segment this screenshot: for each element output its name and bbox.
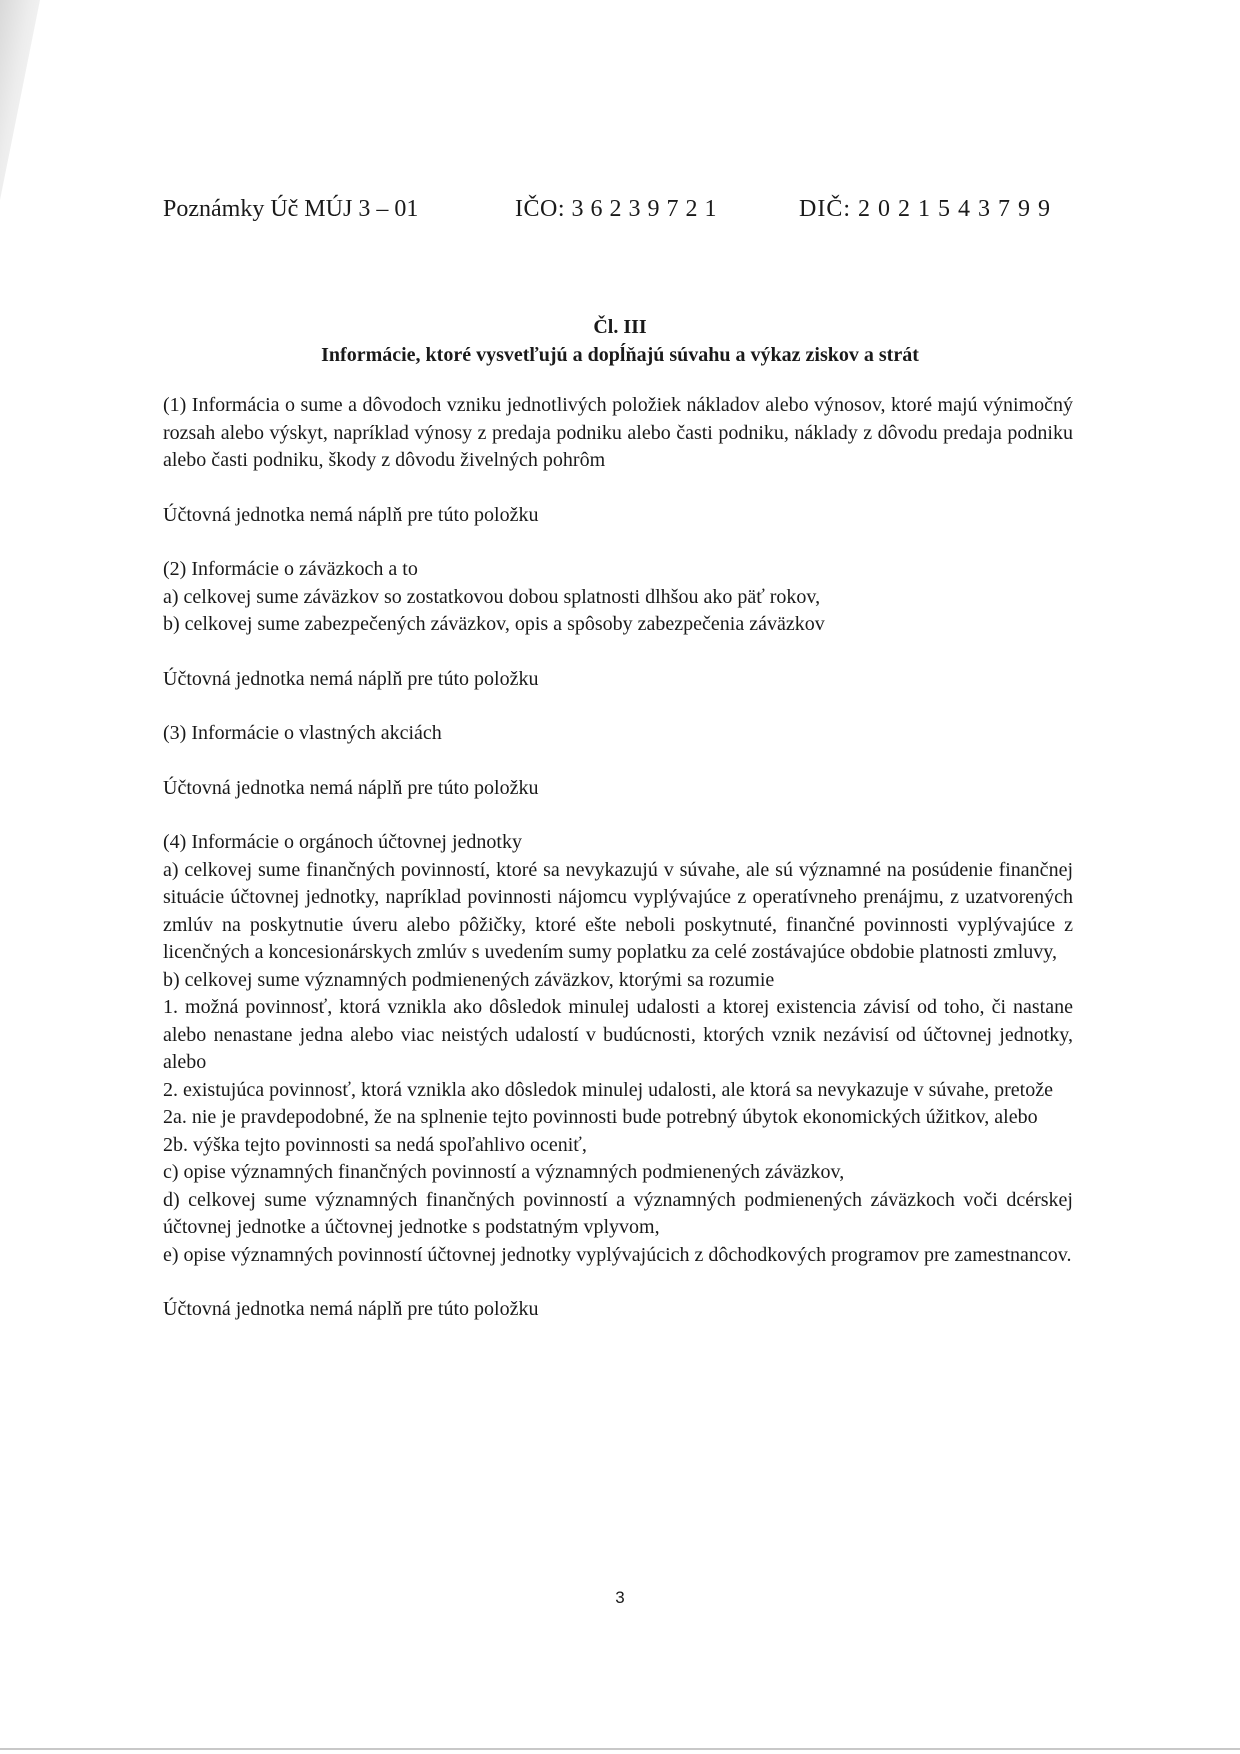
section-1-text: (1) Informácia o sume a dôvodoch vzniku jednotlivých položiek nákladov alebo výnosov, ktoré majú výnimočný rozsah alebo výskyt, napríklad výnosy z predaja podniku alebo časti podniku, náklady z dôvodu predaja podniku alebo časti podniku, škody z dôvodu živelných pohrôm [163, 394, 1073, 471]
section-4-item-b2a: 2a. nie je pravdepodobné, že na splnenie tejto povinnosti bude potrebný úbytok ekonomických úžitkov, alebo [163, 1106, 1038, 1128]
section-4-item-b2: 2. existujúca povinnosť, ktorá vznikla ako dôsledok minulej udalosti, ale ktorá sa nevykazuje v súvahe, pretože [163, 1078, 1053, 1101]
article-heading: Informácie, ktoré vysvetľujú a dopĺňajú súvahu a výkaz ziskov a strát [321, 344, 919, 366]
section-4-item-b2b: 2b. výška tejto povinnosti sa nedá spoľahlivo oceniť, [163, 1133, 587, 1156]
section-3-title: (3) Informácie o vlastných akciách [163, 722, 442, 744]
section-4-item-e: e) opise významných povinností účtovnej jednotky vyplývajúcich z dôchodkových programov pre zamestnancov. [163, 1243, 1072, 1266]
section-4-item-b: b) celkovej sume významných podmienených záväzkov, ktorými sa rozumie [163, 968, 775, 991]
section-2-item-b: b) celkovej sume zabezpečených záväzkov, opis a spôsoby zabezpečenia záväzkov [163, 613, 825, 635]
header-title: Poznámky Úč MÚJ 3 – 01 [163, 196, 419, 222]
section-4-item-d: d) celkovej sume významných finančných povinností a významných podmienených záväzkoch voči dcérskej účtovnej jednotke a účtovnej jednotke s podstatným vplyvom, [163, 1188, 1073, 1238]
header-dic: DIČ: 2 0 2 1 5 4 3 7 9 9 [799, 196, 1051, 222]
section-4-item-b1: 1. možná povinnosť, ktorá vznikla ako dôsledok minulej udalosti a ktorej existencia závisí od toho, či nastane alebo nenastane jedna alebo viac neistých udalostí v budúcnosti, ktorých vznik nezávisí od účtovnej jednotky, alebo [163, 996, 1073, 1073]
article-title-block [0, 313, 1240, 369]
section-4-item-a: a) celkovej sume finančných povinností, ktoré sa nevykazujú v súvahe, ale sú významné na posúdenie finančnej situácie účtovnej jednotky, napríklad povinnosti nájomcu vyplývajúce z operatívneho prenájmu, z uzatvorených zmlúv na poskytnutie úveru alebo pôžičky, ktoré ešte neboli poskytnuté, finančné povinnosti vyplývajúce z licenčných a koncesionárskych zmlúv s uvedením sumy poplatku za celé zostávajúce obdobie platnosti zmluvy, [163, 858, 1073, 963]
scan-edge-artifact [0, 0, 40, 200]
section-4-note: Účtovná jednotka nemá náplň pre túto položku [163, 1298, 539, 1320]
scan-bottom-edge [0, 1748, 1240, 1750]
section-4-title: (4) Informácie o orgánoch účtovnej jednotky [163, 831, 522, 853]
page-number: 3 [615, 1588, 625, 1607]
document-header [163, 196, 1073, 228]
article-number: Čl. III [593, 316, 647, 338]
header-ico: IČO: 3 6 2 3 9 7 2 1 [515, 196, 717, 222]
section-2-note: Účtovná jednotka nemá náplň pre túto položku [163, 667, 539, 690]
section-2-title: (2) Informácie o záväzkoch a to [163, 558, 418, 580]
section-2-item-a: a) celkovej sume záväzkov so zostatkovou dobou splatnosti dlhšou ako päť rokov, [163, 585, 821, 608]
document-body [163, 392, 1073, 1324]
section-1-note: Účtovná jednotka nemá náplň pre túto položku [163, 503, 539, 526]
section-4-item-c: c) opise významných finančných povinností a významných podmienených záväzkov, [163, 1161, 845, 1183]
section-3-note: Účtovná jednotka nemá náplň pre túto položku [163, 776, 539, 799]
